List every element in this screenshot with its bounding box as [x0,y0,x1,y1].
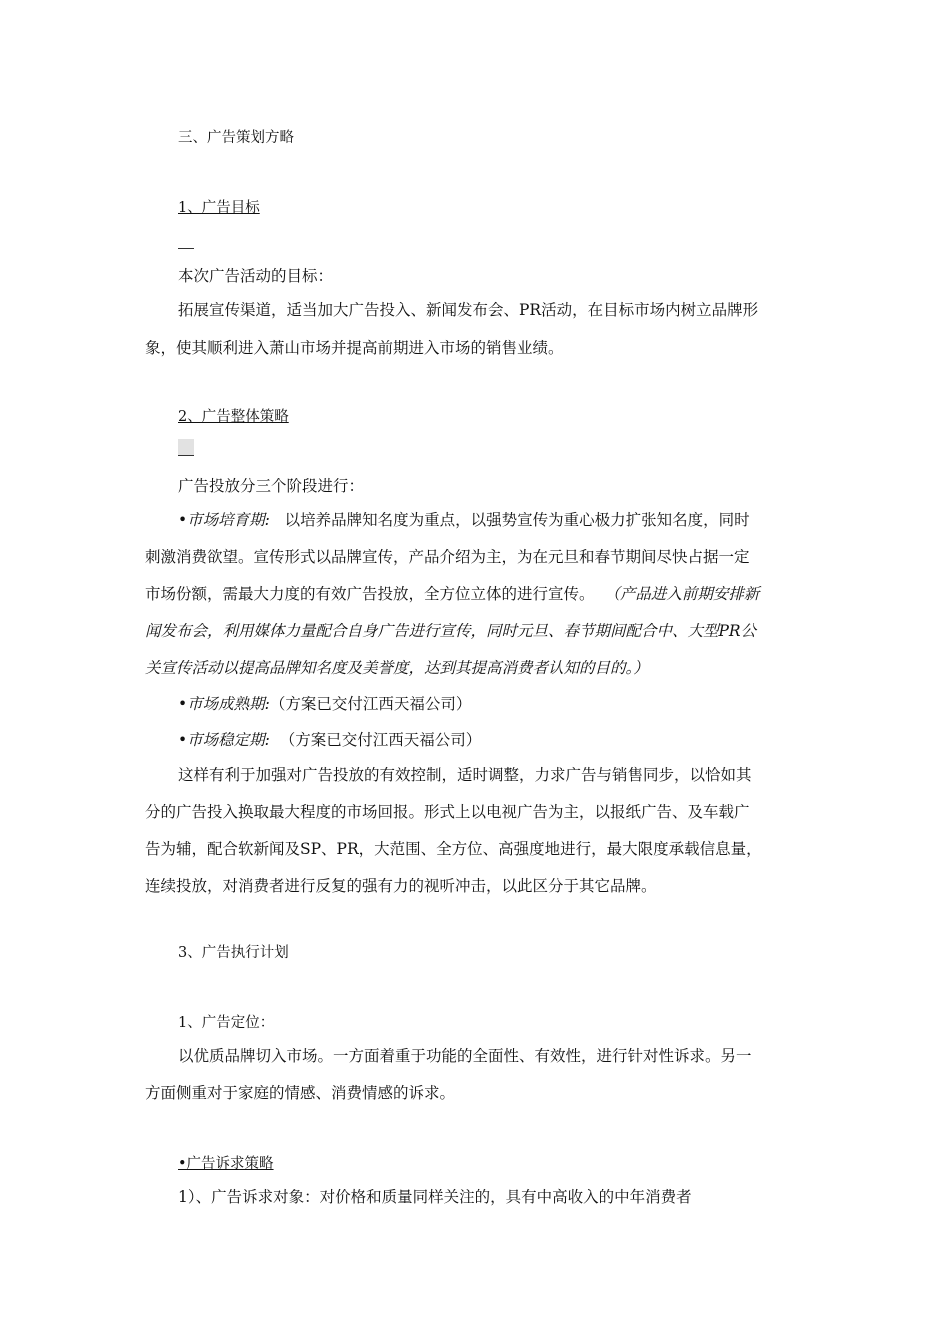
summary-line-4: 连续投放，对消费者进行反复的强有力的视听冲击，以此区分于其它品牌。 [145,877,657,895]
phase1-note-3: 关宣传活动以提高品牌知名度及美誉度，达到其提高消费者认知的目的。） [145,659,649,677]
goal-body-line-1: 拓展宣传渠道，适当加大广告投入、新闻发布会、PR活动，在目标市场内树立品牌形 [178,301,759,319]
phase3-line [178,730,805,750]
phase3-text: （方案已交付江西天福公司） [279,731,482,749]
goal-body-line-2: 象，使其顺利进入萧山市场并提高前期进入市场的销售业绩。 [145,339,564,357]
phase1-line-3 [145,584,805,604]
phase1-note-1: （产品进入前期安排新 [604,585,760,603]
appeal-target: 1）、广告诉求对象：对价格和质量同样关注的，具有中高收入的中年消费者 [178,1188,692,1206]
heading-mark [178,248,194,249]
execution-heading: 3、广告执行计划 [178,945,289,961]
summary-line-1: 这样有利于加强对广告投放的有效控制，适时调整，力求广告与销售同步，以恰如其 [178,766,752,784]
phase1-note-2: 闻发布会，利用媒体力量配合自身广告进行宣传，同时元旦、春节期间配合中、大型PR公 [145,622,757,640]
phase2-line [178,694,805,714]
appeal-heading: •广告诉求策略 [178,1156,274,1172]
summary-line-2: 分的广告投入换取最大程度的市场回报。形式上以电视广告为主，以报纸广告、及车载广 [145,803,750,821]
summary-line-3: 告为辅，配合软新闻及SP、PR，大范围、全方位、高强度地进行，最大限度承载信息量， [145,840,762,858]
phase1-line-2: 刺激消费欲望。宣传形式以品牌宣传，产品介绍为主，为在元旦和春节期间尽快占据一定 [145,548,750,566]
phase1-text-3: 市场份额，需最大力度的有效广告投放，全方位立体的进行宣传。 [145,585,595,603]
phase1-text-1: 以培养品牌知名度为重点，以强势宣传为重心极力扩张知名度，同时 [284,511,750,529]
phase3-label: •市场稳定期: [178,731,270,749]
strategy-heading: 2、广告整体策略 [178,409,289,425]
heading-mark-box [178,439,194,456]
positioning-line-1: 以优质品牌切入市场。一方面着重于功能的全面性、有效性，进行针对性诉求。另一 [178,1047,752,1065]
positioning-line-2: 方面侧重对于家庭的情感、消费情感的诉求。 [145,1084,456,1102]
positioning-heading: 1、广告定位： [178,1015,275,1031]
goal-heading: 1、广告目标 [178,200,260,216]
goal-intro: 本次广告活动的目标： [178,267,334,285]
section-title: 三、广告策划方略 [178,130,294,146]
phase2-text: （方案已交付江西天福公司） [269,695,472,713]
phase1-label: •市场培育期: [178,511,270,529]
phase2-label: •市场成熟期: [178,695,270,713]
strategy-intro: 广告投放分三个阶段进行： [178,477,365,495]
phase1-line-1 [178,510,805,530]
